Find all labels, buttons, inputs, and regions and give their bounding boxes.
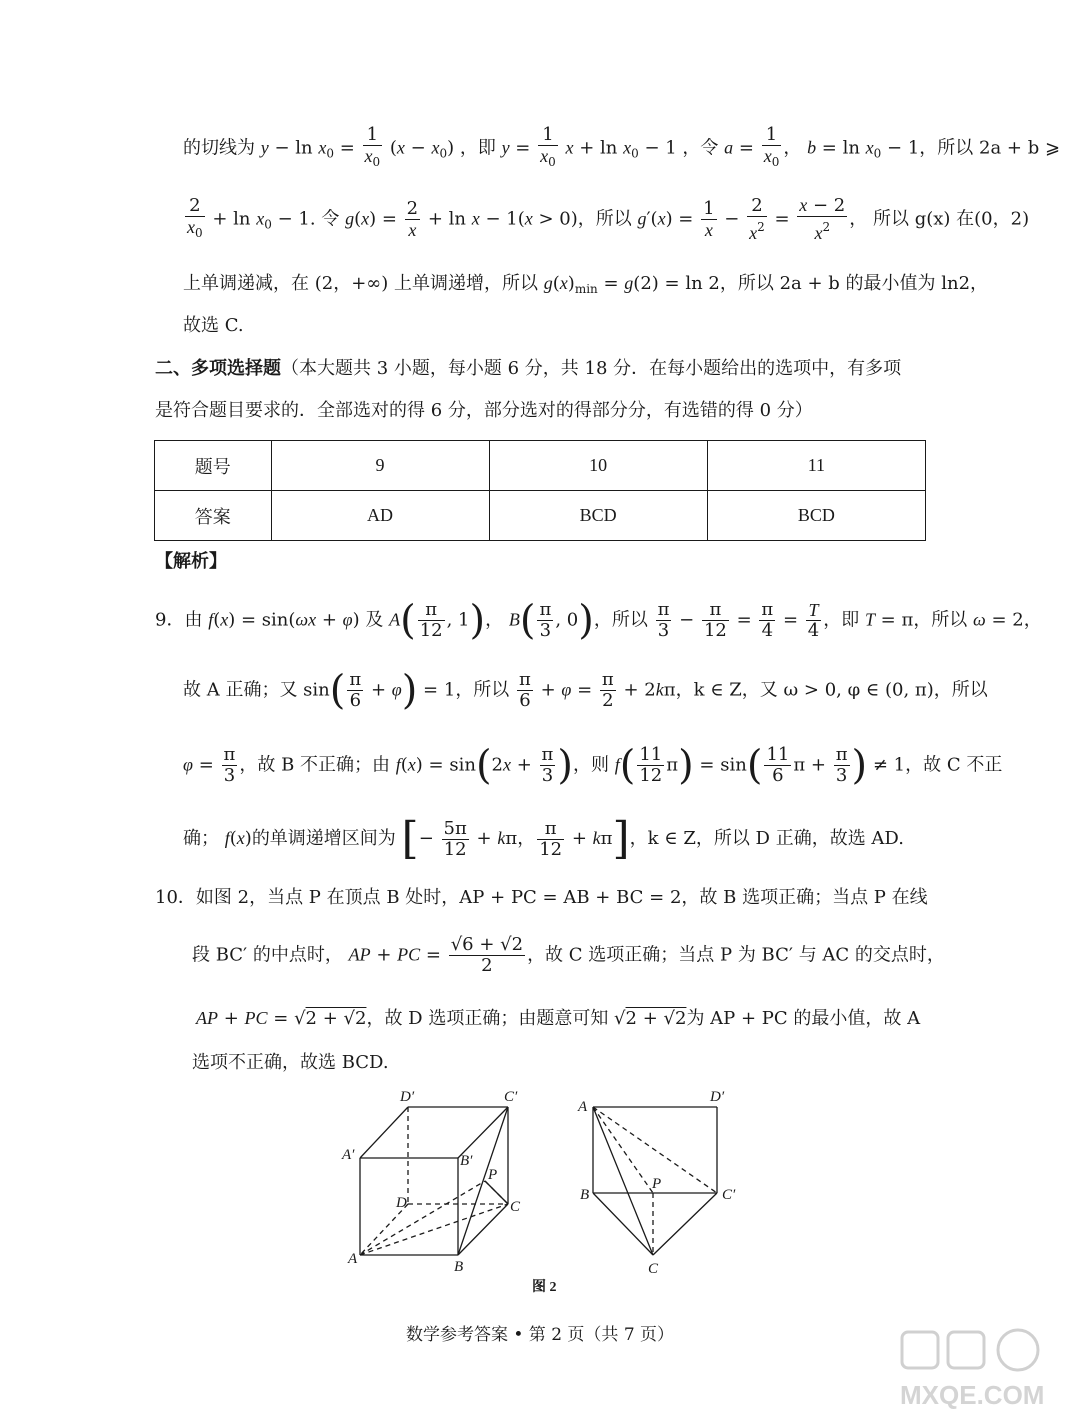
- fraction: $\frac{1}{x_0}$: [363, 125, 383, 172]
- label-B-prime: B′: [460, 1153, 473, 1169]
- label-B: B: [454, 1259, 464, 1275]
- top-line-1: 的切线为 $y - \ln x_0$ = $\frac{1}{x_0}$ $(x - x_0)$ ，即 y = $\frac{1}{x_0}$ $x + \ln x_0 - 1$ ，令 a = $\frac{1}{x_0}$ ， $b = \ln x_0 - 1$，所以 2a + b ⩾: [183, 125, 1060, 172]
- table-row: 题号 9 10 11: [155, 441, 926, 491]
- figure-caption: 图 2: [532, 1280, 557, 1295]
- q9-line-4: 确； f(x)的单调递增区间为 [− $\frac{5\pi}{12}$ + kπ， $\frac{\pi}{12}$ + kπ]，k ∈ Z，所以 D 正确，故选 AD.: [183, 813, 904, 864]
- answer-table: [154, 440, 926, 541]
- net-label-C: C: [648, 1261, 659, 1277]
- net-label-C-prime: C′: [722, 1187, 736, 1203]
- net-label-A: A: [578, 1099, 588, 1115]
- q10-line-4: 选项不正确，故选 BCD.: [192, 1052, 389, 1073]
- label-D-prime: D′: [400, 1089, 415, 1105]
- section-intro: 是符合题目要求的．全部选对的得 6 分，部分选对的得部分分，有选错的得 0 分）: [155, 400, 813, 421]
- label-C-prime: C′: [504, 1089, 518, 1105]
- q9-line-2: 故 A 正确；又 sin( $\frac{\pi}{6}$ + φ) = 1，所以 $\frac{\pi}{6}$ + φ = $\frac{\pi}{2}$ + 2kπ，k ∈ Z，又 ω > 0, φ ∈ (0, π)，所以: [183, 667, 988, 714]
- jiexi-heading: 【解析】: [155, 551, 227, 572]
- watermark-logo: [840, 1320, 1080, 1411]
- top-line-3: 上单调递减，在 (2，+∞) 上单调递增，所以 $g(x)_{min} = g(2) = \ln 2$，所以 2a + b 的最小值为 ln2，: [183, 273, 989, 296]
- top-line-2: $\frac{2}{x_0}$ + $\ln x_0 - 1$. 令 g(x) = $\frac{2}{x}$ + ln x − 1(x > 0)，所以 g′(x) = $\frac{1}{x}$ − $\frac{2}{x^2}$ = $\frac{x - 2}{x^2}$ ， 所以 g(x) 在(0，2): [187, 194, 1030, 243]
- q9-line-1: 9．由 f(x) = sin(ωx + φ) 及 A( $\frac{\pi}{12}$ , 1)， B( $\frac{\pi}{3}$ , 0)，所以 $\frac{\pi}{3}$ − $\frac{\pi}{12}$ = $\frac{\pi}{4}$ = $\frac{T}{4}$ ，即 T = π，所以 ω = 2，: [155, 597, 1042, 644]
- net-label-D-prime: D′: [710, 1089, 725, 1105]
- q10-line-2: 段 BC′ 的中点时， AP + PC = $\frac{√6 + √2}{2}$ ，故 C 选项正确；当点 P 为 BC′ 与 AC 的交点时，: [192, 934, 945, 976]
- label-A: A: [348, 1251, 358, 1267]
- q10-line-1: 10．如图 2，当点 P 在顶点 B 处时，AP + PC = AB + BC = 2，故 B 选项正确；当点 P 在线: [155, 887, 928, 908]
- label-D: D: [396, 1195, 407, 1211]
- figure-2: [330, 1085, 750, 1300]
- page-footer: 数学参考答案 • 第 2 页（共 7 页）: [405, 1325, 675, 1345]
- net-label-P: P: [652, 1176, 662, 1192]
- q9-line-3: φ = $\frac{\pi}{3}$ ，故 B 不正确；由 f(x) = sin(2x + $\frac{\pi}{3}$ )，则 f( $\frac{11}{12}$ π) = sin( $\frac{11}{6}$ π + $\frac{\pi}{3}$ ) ≠ 1，故 C 不正: [183, 742, 1003, 789]
- q10-line-3: AP + PC = √2 + √2，故 D 选项正确；由题意可知 √2 + √2为 AP + PC 的最小值，故 A: [196, 1008, 921, 1029]
- label-P: P: [488, 1167, 498, 1183]
- table-row: 答案 AD BCD BCD: [155, 491, 926, 541]
- label-C: C: [510, 1199, 521, 1215]
- section-heading: 二、多项选择题（本大题共 3 小题，每小题 6 分，共 18 分．在每小题给出的选项中，有多项: [155, 358, 902, 379]
- watermark-text: MXQE.COM: [900, 1380, 1045, 1410]
- net-label-B: B: [580, 1187, 590, 1203]
- top-line-4: 故选 C.: [183, 315, 244, 336]
- label-A-prime: A′: [342, 1147, 355, 1163]
